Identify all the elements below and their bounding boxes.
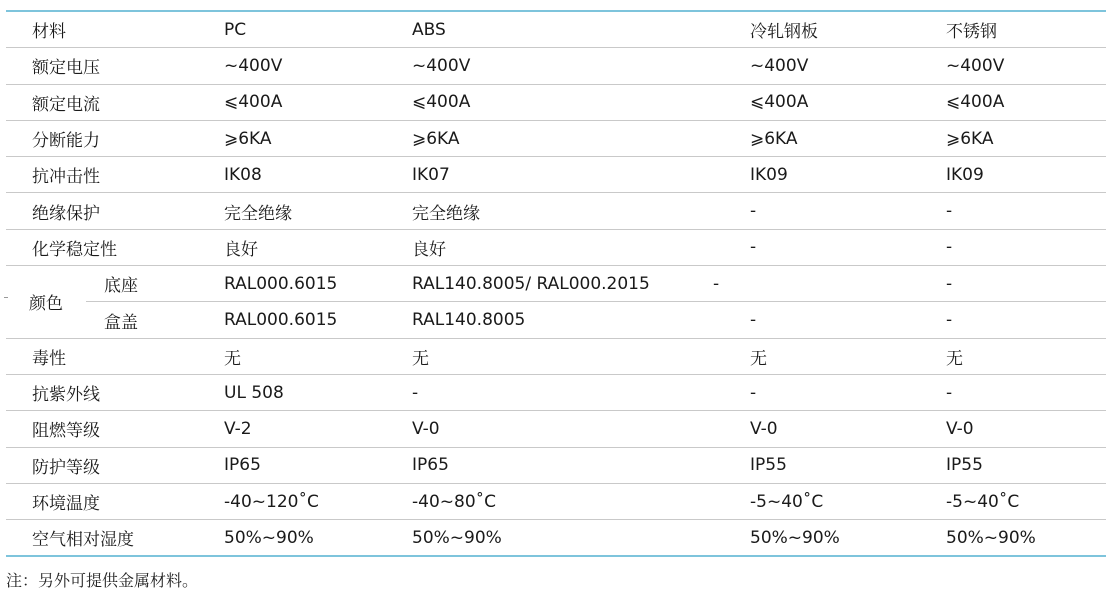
footnote: 注：另外可提供金属材料。 xyxy=(6,571,199,590)
table-row xyxy=(6,266,1106,302)
table-cell: ⩾6KA xyxy=(412,120,750,156)
table-row xyxy=(6,483,1106,519)
row-label: 额定电压 xyxy=(6,48,224,84)
margin-tick xyxy=(4,297,8,298)
table-cell: 良好 xyxy=(224,229,412,265)
table-cell: V-0 xyxy=(412,411,750,447)
row-label: 空气相对湿度 xyxy=(6,520,224,557)
table-cell: RAL000.6015 xyxy=(224,266,412,302)
row-label: 防护等级 xyxy=(6,447,224,483)
table-row xyxy=(6,374,1106,410)
table-cell: UL 508 xyxy=(224,374,412,410)
row-label: 抗紫外线 xyxy=(6,374,224,410)
row-label: 额定电流 xyxy=(6,84,224,120)
row-label: 毒性 xyxy=(6,338,224,374)
table-row xyxy=(6,411,1106,447)
table-row xyxy=(6,302,1106,338)
table-cell: V-2 xyxy=(224,411,412,447)
sub-row-label: 底座 xyxy=(86,266,224,302)
table-cell: -40~120˚C xyxy=(224,483,412,519)
header-cell: PC xyxy=(224,11,412,48)
header-cell: 不锈钢 xyxy=(946,11,1106,48)
table-cell: - xyxy=(750,193,946,229)
table-cell: - xyxy=(946,302,1106,338)
table-cell-extra: - xyxy=(713,273,720,294)
row-label: 阻燃等级 xyxy=(6,411,224,447)
table-cell: 50%~90% xyxy=(224,520,412,557)
table-cell: IK09 xyxy=(946,157,1106,193)
table-cell: 50%~90% xyxy=(412,520,750,557)
table-cell: 50%~90% xyxy=(946,520,1106,557)
table-cell: 无 xyxy=(946,338,1106,374)
table-cell: 完全绝缘 xyxy=(412,193,750,229)
table-cell: 良好 xyxy=(412,229,750,265)
table-row xyxy=(6,193,1106,229)
table-cell: ⩽400A xyxy=(750,84,946,120)
table-cell: -40~80˚C xyxy=(412,483,750,519)
table-cell: IK08 xyxy=(224,157,412,193)
table-cell: - xyxy=(946,266,1106,302)
table-cell: 完全绝缘 xyxy=(224,193,412,229)
table-row xyxy=(6,520,1106,557)
table-cell: ⩾6KA xyxy=(750,120,946,156)
table-header-row xyxy=(6,11,1106,48)
table-row xyxy=(6,447,1106,483)
row-label: 环境温度 xyxy=(6,483,224,519)
color-group-label: 颜色 xyxy=(6,266,86,339)
table-cell: - xyxy=(750,374,946,410)
table-cell-merged xyxy=(412,266,946,302)
table-cell: ~400V xyxy=(946,48,1106,84)
table-row xyxy=(6,157,1106,193)
row-label: 化学稳定性 xyxy=(6,229,224,265)
table-cell: -5~40˚C xyxy=(750,483,946,519)
row-label: 抗冲击性 xyxy=(6,157,224,193)
header-cell: 材料 xyxy=(6,11,224,48)
spec-table xyxy=(6,10,1106,557)
table-cell: ~400V xyxy=(224,48,412,84)
table-cell: ~400V xyxy=(412,48,750,84)
table-cell: 50%~90% xyxy=(750,520,946,557)
table-row xyxy=(6,84,1106,120)
table-cell: 无 xyxy=(750,338,946,374)
table-cell: IP55 xyxy=(946,447,1106,483)
table-cell: RAL140.8005 xyxy=(412,302,750,338)
table-row xyxy=(6,120,1106,156)
table-cell: ~400V xyxy=(750,48,946,84)
table-cell: - xyxy=(750,302,946,338)
table-cell: IP65 xyxy=(412,447,750,483)
row-label: 分断能力 xyxy=(6,120,224,156)
table-row xyxy=(6,48,1106,84)
table-cell: - xyxy=(946,193,1106,229)
table-cell: ⩽400A xyxy=(224,84,412,120)
table-row xyxy=(6,229,1106,265)
table-cell: ⩽400A xyxy=(946,84,1106,120)
table-cell: RAL000.6015 xyxy=(224,302,412,338)
table-cell: V-0 xyxy=(750,411,946,447)
table-cell: V-0 xyxy=(946,411,1106,447)
table-cell: - xyxy=(750,229,946,265)
table-cell: IP65 xyxy=(224,447,412,483)
table-cell: ⩾6KA xyxy=(946,120,1106,156)
table-cell: ⩾6KA xyxy=(224,120,412,156)
sub-row-label: 盒盖 xyxy=(86,302,224,338)
table-row xyxy=(6,338,1106,374)
table-cell: -5~40˚C xyxy=(946,483,1106,519)
row-label: 绝缘保护 xyxy=(6,193,224,229)
table-cell: 无 xyxy=(412,338,750,374)
table-cell: - xyxy=(946,229,1106,265)
table-cell: ⩽400A xyxy=(412,84,750,120)
table-cell-text: RAL140.8005/ RAL000.2015 xyxy=(412,273,650,294)
table-cell: - xyxy=(946,374,1106,410)
table-cell: IK07 xyxy=(412,157,750,193)
table-cell: - xyxy=(412,374,750,410)
header-cell: ABS xyxy=(412,11,750,48)
table-cell: 无 xyxy=(224,338,412,374)
table-cell: IP55 xyxy=(750,447,946,483)
table-cell: IK09 xyxy=(750,157,946,193)
header-cell: 冷轧钢板 xyxy=(750,11,946,48)
